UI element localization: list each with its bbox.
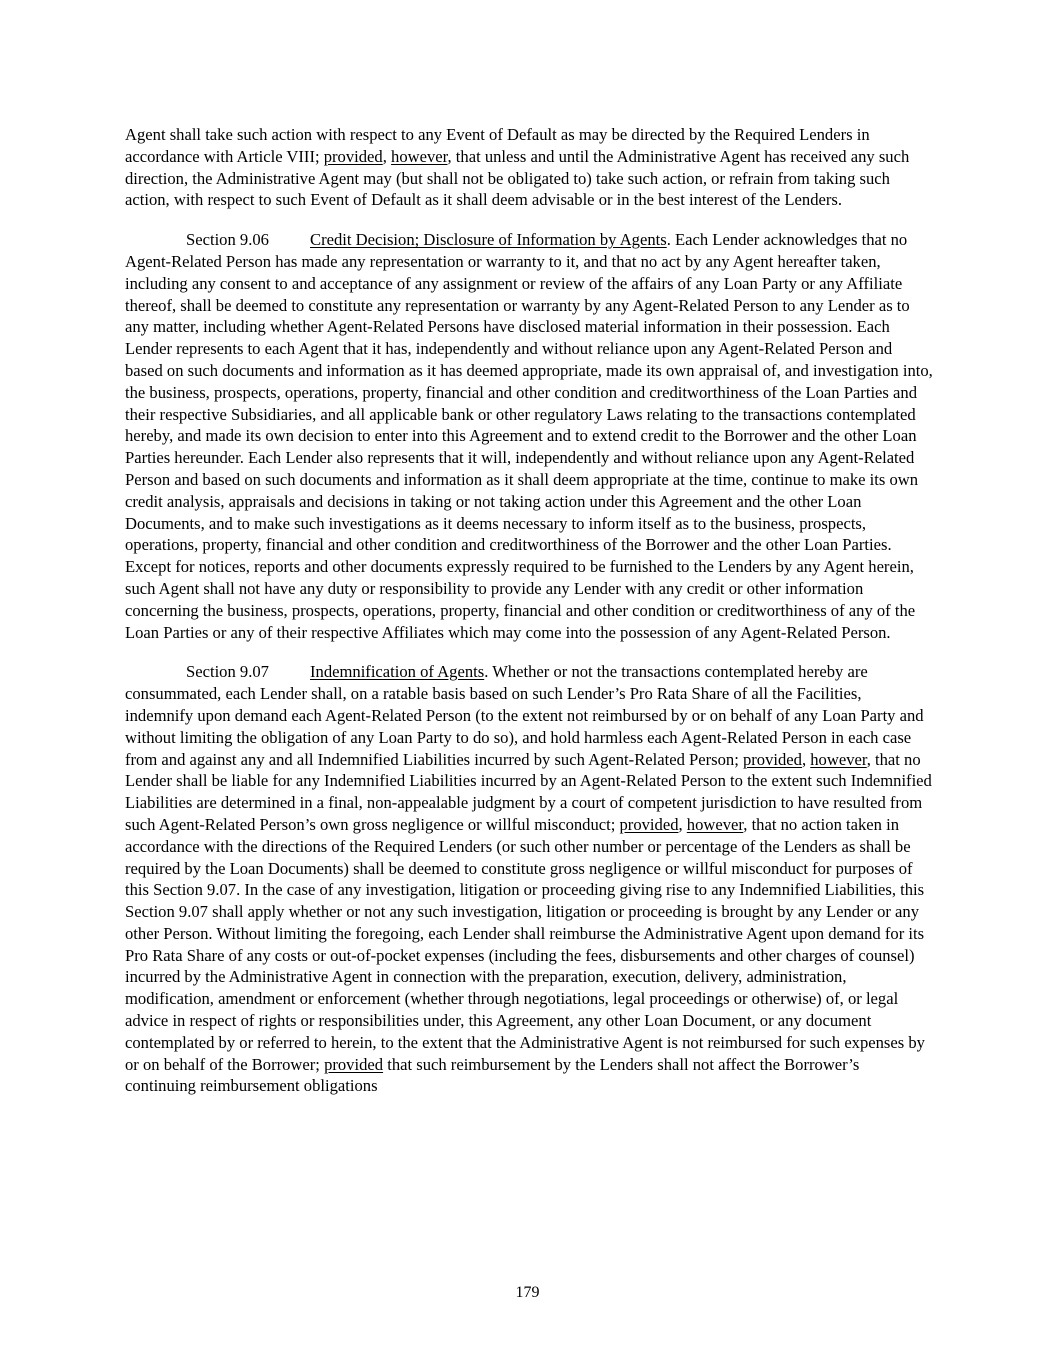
- text-run: , that no action taken in accordance with the directions of the Required Lenders (or such other number or percentage of the Lenders as shall be required by the Loan Documents) shall be deemed to constitute gross negligence or willful misconduct for purposes of this Section 9.07. In the case of any investigation, litigation or proceeding giving rise to any Indemnified Liabilities, this Section 9.07 shall apply whether or not any such investigation, litigation or proceeding is brought by any Lender or any other Person. Without limiting the foregoing, each Lender shall reimburse the Administrative Agent upon demand for its Pro Rata Share of any costs or out-of-pocket expenses (including the fees, disbursements and other charges of counsel) incurred by the Administrative Agent in connection with the preparation, execution, delivery, administration, modification, amendment or enforcement (whether through negotiations, legal proceedings or otherwise) of, or legal advice in respect of rights or responsibilities under, this Agreement, any other Loan Document, or any document contemplated by or referred to herein, to the extent that the Administrative Agent is not reimbursed for such expenses by or on behalf of the Borrower;: [125, 814, 925, 1074]
- underlined-term: provided: [619, 814, 679, 834]
- underlined-term: however: [810, 749, 867, 769]
- underlined-term: provided: [742, 749, 802, 769]
- section-heading: Indemnification of Agents: [310, 662, 485, 682]
- text-run: , that no Lender shall be liable for any Indemnified Liabilities incurred by an Agent-Related Person to the extent such Indemnified Liabilities are determined in a final, non-appealable judgment by a court of competent jurisdiction to have resulted from such Agent-Related Person’s own gross negligence or willful misconduct;: [125, 749, 932, 834]
- section-9-07: [125, 661, 933, 1097]
- page-number: 179: [515, 1284, 540, 1301]
- section-heading: Credit Decision; Disclosure of Information by Agents: [310, 230, 667, 250]
- text-run: ,: [678, 814, 687, 834]
- text-run: ,: [382, 146, 392, 166]
- document-page: [125, 124, 933, 1115]
- text-run: . Whether or not the transactions contemplated hereby are consummated, each Lender shall, on a ratable basis based on such Lender’s Pro Rata Share of all the Facilities, indemnify upon demand each Agent-Related Person (to the extent not reimbursed by or on behalf of any Loan Party and without limiting the obligation of any Loan Party to do so), and hold harmless each Agent-Related Person in each case from and against any and all Indemnified Liabilities incurred by such Agent-Related Person;: [125, 662, 924, 769]
- paragraph-continuation: [125, 124, 933, 211]
- text-run: that such reimbursement by the Lenders shall not affect the Borrower’s continuing reimbursement obligations: [125, 1054, 860, 1096]
- section-9-06: [125, 229, 933, 643]
- underlined-term: however: [391, 146, 448, 166]
- text-run: , that unless and until the Administrative Agent has received any such direction, the Administrative Agent may (but shall not be obligated to) take such action, or refrain from taking such action, with respect to such Event of Default as it shall deem advisable or in the best interest of the Lenders.: [125, 146, 910, 210]
- text-run: Agent shall take such action with respect to any Event of Default as may be directed by the Required Lenders in accordance with Article VIII;: [125, 125, 870, 166]
- underlined-term: provided: [323, 146, 383, 166]
- section-number: Section 9.06: [186, 230, 269, 250]
- section-body: . Each Lender acknowledges that no Agent-Related Person has made any representation or warranty to it, and that no act by any Agent hereafter taken, including any consent to and acceptance of any assignment or review of the affairs of any Loan Party or any Affiliate thereof, shall be deemed to constitute any representation or warranty by any Agent-Related Person to any Lender as to any matter, including whether Agent-Related Persons have disclosed material information in their possession. Each Lender represents to each Agent that it has, independently and without reliance upon any Agent-Related Person and based on such documents and information as it has deemed appropriate, made its own appraisal of, and investigation into, the business, prospects, operations, property, financial and other condition and creditworthiness of the Loan Parties and their respective Subsidiaries, and all applicable bank or other regulatory Laws relating to the transactions contemplated hereby, and made its own decision to enter into this Agreement and to extend credit to the Borrower and the other Loan Parties hereunder. Each Lender also represents that it will, independently and without reliance upon any Agent-Related Person and based on such documents and information as it shall deem appropriate at the time, continue to make its own credit analysis, appraisals and decisions in taking or not taking action under this Agreement and the other Loan Documents, and to make such investigations as it deems necessary to inform itself as to the business, prospects, operations, property, financial and other condition and creditworthiness of the Borrower and the other Loan Parties. Except for notices, reports and other documents expressly required to be furnished to the Lenders by any Agent herein, such Agent shall not have any duty or responsibility to provide any Lender with any credit or other information concerning the business, prospects, operations, property, financial and other condition or creditworthiness of any of the Loan Parties or any of their respective Affiliates which may come into the possession of any Agent-Related Person.: [125, 230, 933, 642]
- text-run: ,: [801, 749, 811, 769]
- section-number: Section 9.07: [186, 662, 269, 682]
- underlined-term: however: [686, 814, 744, 834]
- underlined-term: provided: [324, 1054, 384, 1074]
